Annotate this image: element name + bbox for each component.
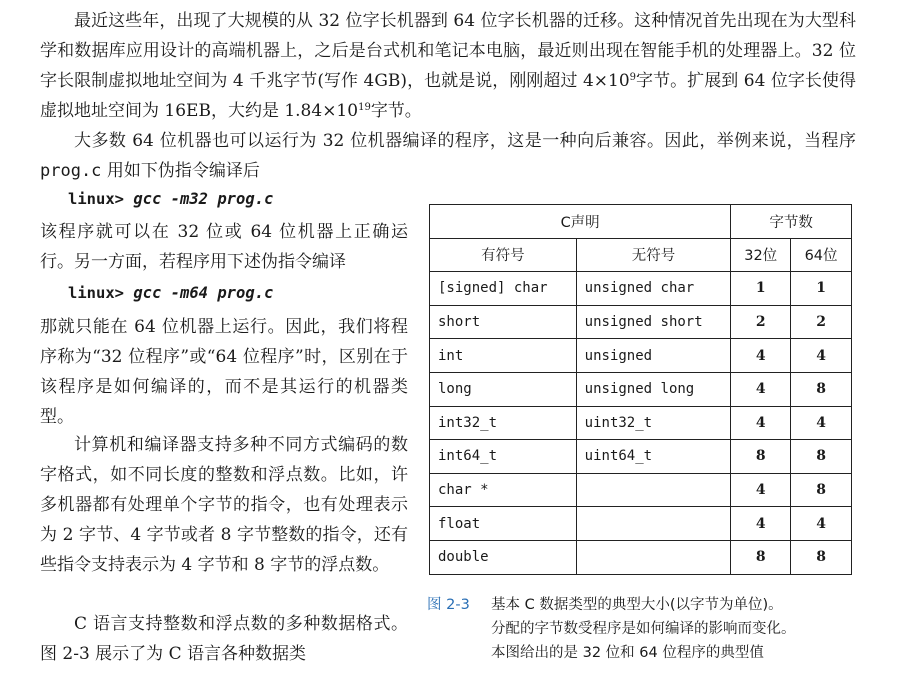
figure-caption: [427, 593, 867, 665]
cell-unsigned: unsigned short: [576, 305, 731, 339]
cell-signed: int32_t: [430, 406, 577, 440]
paragraph-word-size-migration: 最近这些年，出现了大规模的从 32 位字长机器到 64 位字长机器的迁移。这种情况首先出现在为大型科学和数据库应用设计的高端机器上，之后是台式机和笔记本电脑，最近则出现在智能手机的处理器上。32 位字长限制虚拟地址空间为 4 千兆字节(写作 4GB)，也就是说，刚刚超过 $4\times 10^9$字节。扩展到 64 位字长使得虚拟地址空间为 16EB，大约是 $1.84\times 10^{19}$字节。: [40, 11, 856, 121]
cell-bytes-32: 2: [731, 305, 791, 339]
cell-unsigned: unsigned char: [576, 272, 731, 306]
cell-unsigned: uint32_t: [576, 406, 731, 440]
cell-bytes-64: 8: [791, 540, 852, 574]
table-row: [430, 507, 852, 541]
cell-bytes-32: 4: [731, 406, 791, 440]
cell-bytes-32: 4: [731, 339, 791, 373]
paragraph-number-formats: 计算机和编译器支持多种不同方式编码的数字格式，如不同长度的整数和浮点数。比如，许多机器都有处理单个字节的指令，也有处理表示为 2 字节、4 字节或者 8 字节整数的指令，还有些指令支持表示为 4 字节和 8 字节的浮点数。: [40, 435, 408, 575]
cell-bytes-64: 8: [791, 440, 852, 474]
caption-text: [491, 593, 867, 665]
caption-line: 基本 C 数据类型的典型大小(以字节为单位)。: [491, 597, 783, 613]
data-type-size-table: [429, 204, 852, 575]
cell-bytes-64: 8: [791, 473, 852, 507]
caption-line: 分配的字节数受程序是如何编译的影响而变化。: [491, 621, 796, 637]
cell-signed: long: [430, 372, 577, 406]
cell-bytes-32: 4: [731, 473, 791, 507]
cell-bytes-32: 4: [731, 507, 791, 541]
header-64bit: 64位: [791, 238, 852, 272]
command-gcc-m64: linux> gcc -m64 prog.c: [68, 284, 274, 302]
table-header-row-1: [430, 205, 852, 239]
cell-unsigned: uint64_t: [576, 440, 731, 474]
cell-signed: float: [430, 507, 577, 541]
cell-signed: [signed] char: [430, 272, 577, 306]
cell-signed: short: [430, 305, 577, 339]
cell-bytes-32: 8: [731, 440, 791, 474]
cell-unsigned: [576, 473, 731, 507]
cell-bytes-64: 1: [791, 272, 852, 306]
header-unsigned: 无符号: [576, 238, 731, 272]
cell-signed: char *: [430, 473, 577, 507]
cell-unsigned: [576, 507, 731, 541]
header-c-declaration: C声明: [430, 205, 731, 239]
cell-unsigned: unsigned long: [576, 372, 731, 406]
paragraph-backward-compat: 大多数 64 位机器也可以运行为 32 位机器编译的程序，这是一种向后兼容。因此，举例来说，当程序 prog.c 用如下伪指令编译后: [40, 131, 856, 181]
command-gcc-m32: linux> gcc -m32 prog.c: [68, 190, 274, 208]
header-signed: 有符号: [430, 238, 577, 272]
cell-signed: int: [430, 339, 577, 373]
table-row: [430, 473, 852, 507]
exponent-19: 19: [358, 102, 371, 113]
caption-line: 本图给出的是 32 位和 64 位程序的典型值: [491, 645, 764, 661]
table-header-row-2: [430, 238, 852, 272]
table-row: [430, 305, 852, 339]
cell-bytes-64: 4: [791, 507, 852, 541]
paragraph-runs-on-both: 该程序就可以在 32 位或 64 位机器上正确运行。另一方面，若程序用下述伪指令编译: [40, 222, 408, 272]
exponent-9: 9: [629, 72, 637, 83]
cell-bytes-64: 4: [791, 406, 852, 440]
cell-bytes-64: 8: [791, 372, 852, 406]
paragraph-64bit-only: 那就只能在 64 位机器上运行。因此，我们将程序称为“32 位程序”或“64 位程序”时，区别在于该程序是如何编译的，而不是其运行的机器类型。: [40, 317, 408, 427]
cell-bytes-32: 1: [731, 272, 791, 306]
cell-unsigned: [576, 540, 731, 574]
table-row: [430, 406, 852, 440]
table-row: [430, 540, 852, 574]
cell-signed: int64_t: [430, 440, 577, 474]
header-32bit: 32位: [731, 238, 791, 272]
cell-bytes-32: 4: [731, 372, 791, 406]
paragraph-c-data-formats: C 语言支持整数和浮点数的多种数据格式。图 2-3 展示了为 C 语言各种数据类: [40, 614, 408, 664]
cell-bytes-32: 8: [731, 540, 791, 574]
cell-signed: double: [430, 540, 577, 574]
cell-bytes-64: 2: [791, 305, 852, 339]
figure-label: 图 2-3: [427, 597, 470, 613]
table-row: [430, 339, 852, 373]
inline-code-prog-c: prog.c: [40, 161, 102, 181]
table-row: [430, 440, 852, 474]
table-row: [430, 272, 852, 306]
cell-bytes-64: 4: [791, 339, 852, 373]
table-row: [430, 372, 852, 406]
header-bytes: 字节数: [731, 205, 852, 239]
cell-unsigned: unsigned: [576, 339, 731, 373]
